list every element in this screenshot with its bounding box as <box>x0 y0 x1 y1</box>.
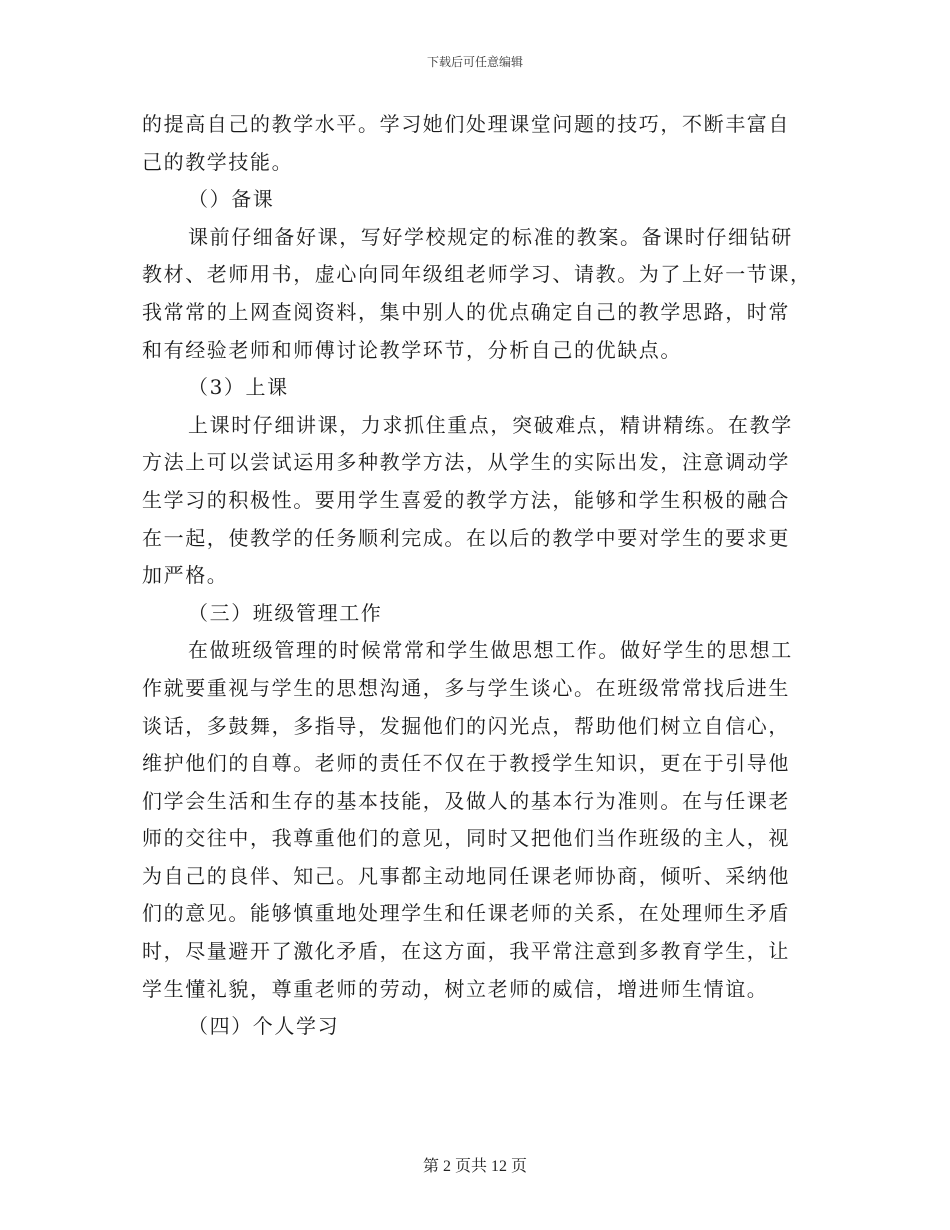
document-body <box>142 106 812 1046</box>
section-heading: （3）上课 <box>188 375 289 400</box>
body-line: 教材、老师用书，虚心向同年级组老师学习、请教。为了上好一节课， <box>142 262 812 287</box>
body-line: 己的教学技能。 <box>142 149 294 174</box>
paragraph-first-line: 上课时仔细讲课，力求抓住重点，突破难点，精讲精练。在教学 <box>188 412 793 437</box>
body-line: 的提高自己的教学水平。学习她们处理课堂问题的技巧，不断丰富自 <box>142 112 790 136</box>
body-line: 学生懂礼貌，尊重老师的劳动，树立老师的威信，增进师生情谊。 <box>142 976 769 1001</box>
page-header: 下载后可任意编辑 <box>426 55 523 69</box>
body-line: 和有经验老师和师傅讨论教学环节，分析自己的优缺点。 <box>142 337 682 362</box>
body-line: 生学习的积极性。要用学生喜爱的教学方法，能够和学生积极的融合 <box>142 487 790 512</box>
body-line: 时，尽量避开了激化矛盾，在这方面，我平常注意到多教育学生，让 <box>142 939 790 964</box>
body-line: 们学会生活和生存的基本技能，及做人的基本行为准则。在与任课老 <box>142 788 790 813</box>
section-heading: （）备课 <box>188 187 275 212</box>
paragraph-first-line: 课前仔细备好课，写好学校规定的标准的教案。备课时仔细钻研 <box>188 224 793 249</box>
body-line: 作就要重视与学生的思想沟通，多与学生谈心。在班级常常找后进生 <box>142 675 790 700</box>
body-line: 维护他们的自尊。老师的责任不仅在于教授学生知识，更在于引导他 <box>142 751 790 776</box>
body-line: 加严格。 <box>142 563 229 588</box>
paragraph-first-line: 在做班级管理的时候常常和学生做思想工作。做好学生的思想工 <box>188 638 793 663</box>
section-heading: （四）个人学习 <box>188 1014 340 1039</box>
section-heading: （三）班级管理工作 <box>188 600 383 625</box>
body-line: 为自己的良伴、知己。凡事都主动地同任课老师协商，倾听、采纳他 <box>142 863 790 888</box>
body-line: 在一起，使教学的任务顺利完成。在以后的教学中要对学生的要求更 <box>142 525 790 550</box>
body-line: 谈话，多鼓舞，多指导，发掘他们的闪光点，帮助他们树立自信心， <box>142 713 790 738</box>
body-line: 我常常的上网查阅资料，集中别人的优点确定自己的教学思路，时常 <box>142 299 790 324</box>
body-line: 方法上可以尝试运用多种教学方法，从学生的实际出发，注意调动学 <box>142 450 790 475</box>
page-footer: 第 2 页共 12 页 <box>422 1158 527 1175</box>
body-line: 们的意见。能够慎重地处理学生和任课老师的关系，在处理师生矛盾 <box>142 901 790 926</box>
body-line: 师的交往中，我尊重他们的意见，同时又把他们当作班级的主人，视 <box>142 826 790 851</box>
